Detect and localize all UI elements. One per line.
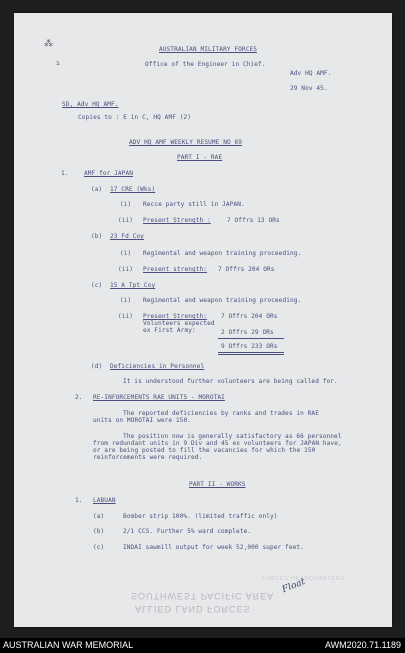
footer-institution: AUSTRALIAN WAR MEMORIAL [3, 640, 134, 650]
strength-label: Present Strength: [143, 313, 208, 320]
paragraph-line: from redundant units in 9 Div and 45 ex volunteers for JAPAN have, [93, 440, 342, 447]
document-title: ADV HQ AMF WEEKLY RESUME NO 69 [129, 139, 243, 146]
document-page [14, 13, 392, 627]
paragraph-line: or are being posted to fill the vacancies for which the 150 [93, 447, 316, 454]
strength-value: 7 Offrs 13 ORs [227, 217, 280, 224]
subitem-number: (ii) [118, 266, 134, 273]
paragraph-line: reinforcements were required. [93, 454, 203, 461]
item-text: Bomber strip 100%. (limited traffic only) [123, 513, 278, 520]
item-title: 23 Fd Coy [110, 233, 144, 240]
item-title: Deficiencies in Personnel [110, 363, 205, 370]
document-date: 29 Nov 45. [290, 85, 328, 92]
section-number: 1. [61, 170, 69, 177]
office-line: Office of the Engineer in Chief. [145, 61, 266, 68]
paragraph-line: The reported deficiencies by ranks and trades in RAE [123, 410, 319, 417]
total-rule [218, 352, 284, 353]
total-rule [218, 354, 284, 355]
pin-hole-marks: ⁂ [44, 39, 53, 49]
paragraph-line: units on MOROTAI were 150. [93, 417, 191, 424]
strength-value: 7 Offrs 204 ORs [218, 266, 275, 273]
subitem-text: Regimental and weapon training proceeding. [143, 250, 302, 257]
stamp-line: ALLIED LAND FORCES [135, 604, 251, 614]
footer-accession-number: AWM2020.71.1189 [324, 640, 401, 650]
item-label: (b) [91, 233, 103, 240]
pencil-mark: ɿ [56, 59, 61, 67]
stamp-line: SOUTHWEST PACIFIC AREA [131, 591, 275, 601]
item-text: 2/1 CCS. Further 5% ward complete. [123, 528, 252, 535]
item-title: 17 CRE (Wks) [110, 186, 156, 193]
section-title: AMF for JAPAN [84, 170, 133, 177]
addressee: SD, Adv HQ AMF. [62, 101, 119, 108]
total-value: 9 Offrs 233 ORs [221, 343, 278, 350]
handwritten-note: Float [280, 576, 307, 596]
strength-label: Present Strength : [143, 217, 211, 224]
copies-to: Copies to : E in C, HQ AMF (2) [78, 114, 192, 121]
volunteers-label: ex First Army: [143, 327, 196, 334]
item-label: (a) [91, 186, 103, 193]
volunteers-value: 2 Offrs 29 ORs [221, 329, 274, 336]
subitem-number: (i) [120, 297, 132, 304]
item-title: 15 A Tpt Coy [110, 282, 156, 289]
subitem-number: (i) [120, 250, 132, 257]
part1-title: PART I - RAE [177, 154, 223, 161]
paragraph-line: The position now is generally satisfactory as 66 personnel [123, 433, 342, 440]
org-heading: AUSTRALIAN MILITARY FORCES [159, 46, 257, 53]
item-label: (d) [91, 363, 103, 370]
subitem-number: (i) [120, 201, 132, 208]
section-title: LABUAN [93, 497, 116, 504]
subitem-text: Recce party still in JAPAN. [143, 201, 245, 208]
strength-label: Present strength: [143, 266, 208, 273]
section-number: 2. [75, 394, 83, 401]
reference: Adv HQ AMF. [290, 70, 332, 77]
sum-rule [218, 338, 284, 339]
section-title: RE-INFORCEMENTS RAE UNITS - MOROTAI [93, 394, 225, 401]
subitem-number: (ii) [118, 217, 134, 224]
stamp-faint-line: FORCES HEADQUARTERS [262, 576, 345, 582]
part2-title: PART II - WORKS [189, 481, 246, 488]
item-label: (c) [93, 544, 105, 551]
footer-bar [0, 638, 405, 653]
strength-value: 7 Offrs 204 ORs [221, 313, 278, 320]
item-label: (c) [91, 282, 103, 289]
subitem-text: Regimental and weapon training proceeding. [143, 297, 302, 304]
subitem-number: (ii) [118, 313, 134, 320]
volunteers-label: Volunteers expected [143, 320, 215, 327]
section-number: 1. [75, 497, 83, 504]
item-text: It is understood further volunteers are being called for. [123, 378, 338, 385]
item-label: (a) [93, 513, 105, 520]
item-label: (b) [93, 528, 105, 535]
item-text: INDAI sawmill output for week 52,000 super feet. [123, 544, 304, 551]
